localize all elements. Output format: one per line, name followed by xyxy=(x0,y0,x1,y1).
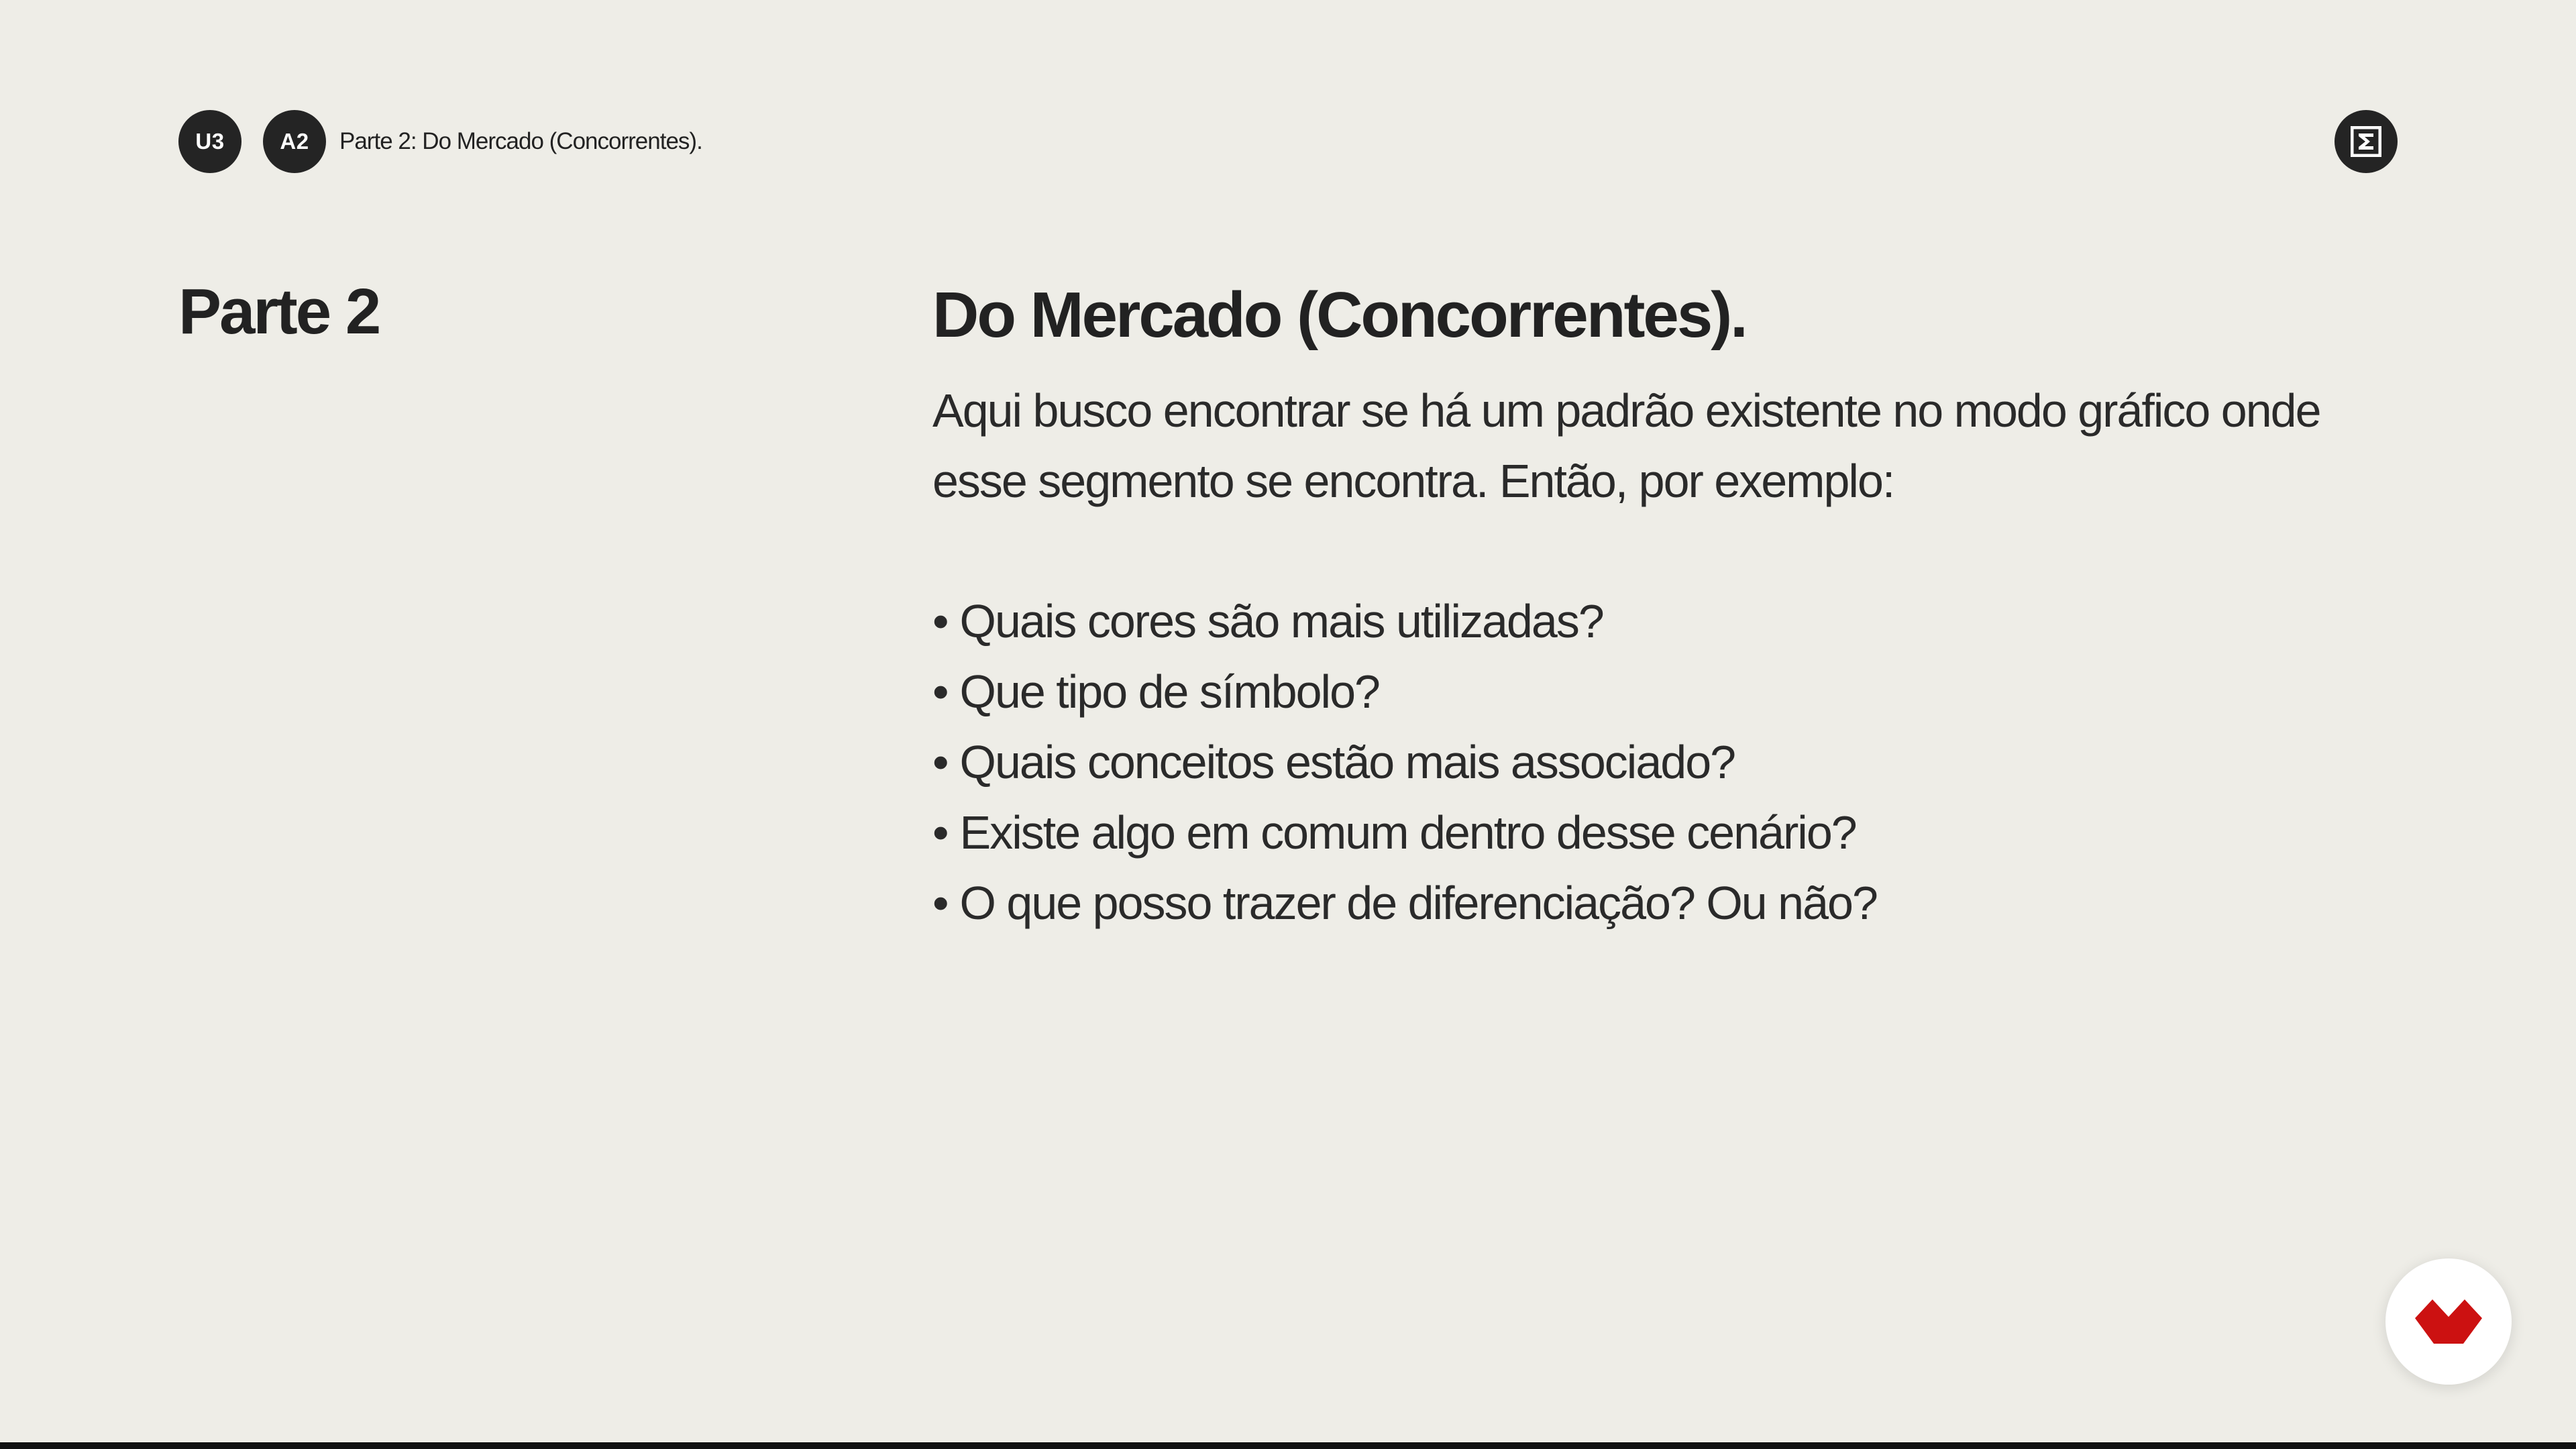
section-title: Parte 2 xyxy=(178,276,380,347)
bottom-rule xyxy=(0,1442,2576,1449)
question-item: • Existe algo em comum dentro desse cenário? xyxy=(932,798,2341,868)
content-heading: Do Mercado (Concorrentes). xyxy=(932,279,1746,351)
question-item: • Que tipo de símbolo? xyxy=(932,657,2341,727)
question-item: • O que posso trazer de diferenciação? Ou não? xyxy=(932,868,2341,938)
question-list xyxy=(932,586,2341,938)
unit-badge[interactable]: U3 xyxy=(178,110,241,173)
breadcrumb: Parte 2: Do Mercado (Concorrentes). xyxy=(339,128,702,154)
question-item: • Quais conceitos estão mais associado? xyxy=(932,727,2341,798)
top-bar xyxy=(178,110,702,173)
sigma-logo-icon[interactable] xyxy=(2334,110,2398,173)
content-area xyxy=(932,275,2341,938)
question-item: • Quais cores são mais utilizadas? xyxy=(932,586,2341,657)
intro-paragraph: Aqui busco encontrar se há um padrão existente no modo gráfico onde esse segmento se encontra. Então, por exemplo: xyxy=(932,384,2320,507)
brand-chevron-icon xyxy=(2415,1299,2482,1344)
brand-fab-button[interactable] xyxy=(2385,1258,2512,1385)
activity-badge[interactable]: A2 xyxy=(263,110,326,173)
